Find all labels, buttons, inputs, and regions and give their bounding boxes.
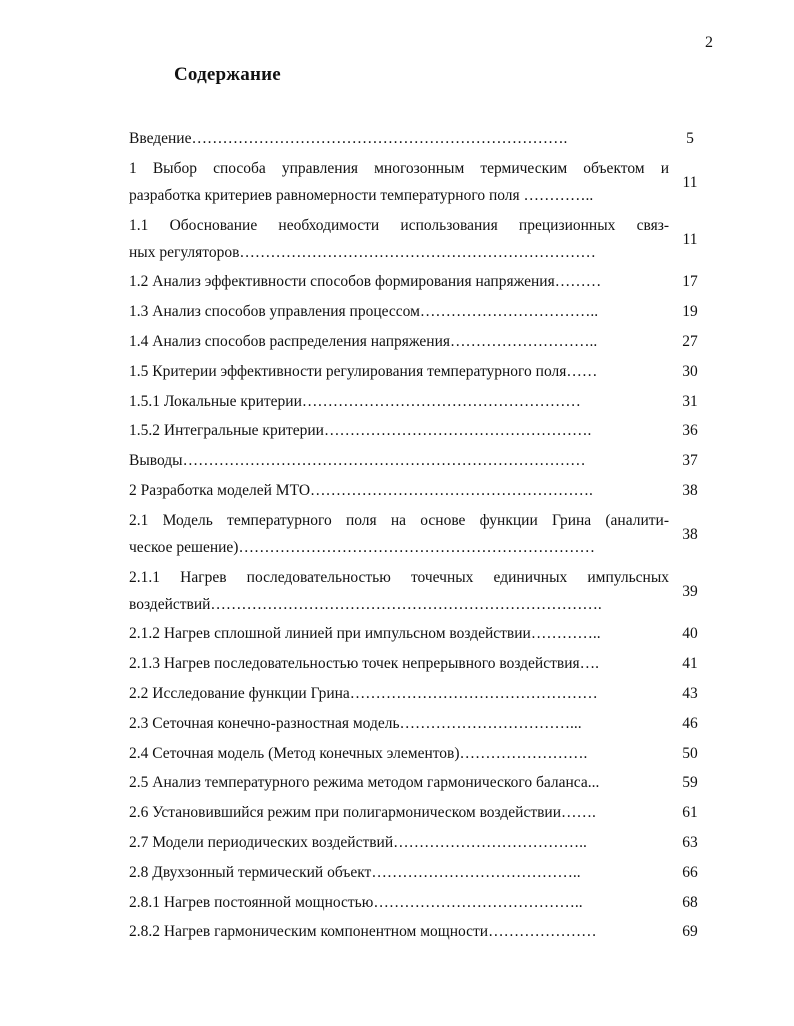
toc-entry-line: 2.8 Двухзонный термический объект………………………………….. — [129, 863, 581, 881]
toc-entry-title — [129, 889, 669, 916]
table-of-contents — [129, 125, 710, 948]
toc-entry — [129, 388, 710, 415]
toc-entry — [129, 564, 710, 618]
toc-entry-title — [129, 680, 669, 707]
toc-entry-title — [129, 710, 669, 737]
toc-entry-page: 11 — [682, 230, 698, 248]
toc-entry — [129, 799, 710, 826]
toc-entry-page: 39 — [682, 582, 698, 600]
toc-entry-title — [129, 358, 669, 385]
toc-entry-page: 27 — [682, 332, 698, 350]
toc-entry — [129, 680, 710, 707]
toc-entry-page: 59 — [682, 774, 698, 792]
toc-entry-page: 38 — [682, 481, 698, 499]
toc-entry-title — [129, 650, 669, 677]
toc-entry-title — [129, 859, 669, 886]
toc-entry-line: разработка критериев равномерности температурного поля ………….. — [129, 186, 594, 204]
toc-entry-title — [129, 268, 669, 295]
toc-entry-page: 43 — [682, 684, 698, 702]
toc-entry — [129, 477, 710, 504]
toc-entry-line: 2.5 Анализ температурного режима методом гармонического баланса... — [129, 774, 600, 792]
toc-entry-title — [129, 918, 669, 945]
toc-entry — [129, 710, 710, 737]
toc-entry-title — [129, 829, 669, 856]
toc-entry-title — [129, 298, 669, 325]
toc-entry-line: 2.1.3 Нагрев последовательностью точек непрерывного воздействия…. — [129, 655, 600, 673]
toc-entry — [129, 212, 710, 266]
toc-entry-page: 66 — [682, 863, 698, 881]
toc-entry-page: 61 — [682, 804, 698, 822]
toc-entry-line: 2.8.1 Нагрев постоянной мощностью………………………………….. — [129, 893, 583, 911]
toc-entry-page: 50 — [682, 744, 698, 762]
toc-entry-page: 11 — [682, 173, 698, 191]
toc-entry-line: 1.3 Анализ способов управления процессом…………………………….. — [129, 303, 599, 321]
toc-entry-page: 69 — [682, 923, 698, 941]
page-number: 2 — [705, 34, 713, 51]
toc-entry-line: 1.1 Обоснование необходимости использования прецизионных связ- — [129, 216, 669, 234]
toc-entry-page: 68 — [682, 893, 698, 911]
toc-entry-title — [129, 155, 669, 209]
toc-entry — [129, 507, 710, 561]
toc-entry-line: 2.6 Установившийся режим при полигармоническом воздействии……. — [129, 804, 596, 822]
toc-entry-line: 2.1.1 Нагрев последовательностью точечных единичных импульсных — [129, 568, 669, 586]
toc-entry-page: 19 — [682, 303, 698, 321]
toc-entry-title — [129, 507, 669, 561]
toc-entry-title — [129, 769, 669, 796]
toc-entry — [129, 918, 710, 945]
toc-entry-page: 40 — [682, 625, 698, 643]
toc-entry-page: 38 — [682, 525, 698, 543]
toc-entry-line: Выводы…………………………………………………………………… — [129, 452, 586, 470]
toc-entry-line: 2.7 Модели периодических воздействий……………………………….. — [129, 833, 587, 851]
toc-entry-title — [129, 212, 669, 266]
toc-entry-title — [129, 447, 669, 474]
toc-entry — [129, 268, 710, 295]
toc-entry — [129, 358, 710, 385]
toc-entry-line: 2.3 Сеточная конечно-разностная модель……………………………... — [129, 714, 582, 732]
toc-entry — [129, 889, 710, 916]
toc-entry-page: 36 — [682, 422, 698, 440]
toc-entry — [129, 328, 710, 355]
toc-entry-page: 37 — [682, 452, 698, 470]
toc-entry-line: 1.2 Анализ эффективности способов формирования напряжения……… — [129, 273, 602, 291]
toc-entry-title — [129, 564, 669, 618]
toc-entry-line: 2 Разработка моделей МТО………………………………………………. — [129, 481, 593, 499]
toc-entry-line: 2.1 Модель температурного поля на основе функции Грина (аналити- — [129, 511, 669, 529]
toc-entry-page: 63 — [682, 833, 698, 851]
toc-entry-line: 2.4 Сеточная модель (Метод конечных элементов)……………………. — [129, 744, 588, 762]
toc-entry-page: 5 — [686, 130, 694, 147]
toc-entry-title — [129, 740, 669, 767]
toc-entry-title — [129, 125, 669, 152]
toc-entry-title — [129, 620, 669, 647]
toc-entry — [129, 447, 710, 474]
toc-entry-line: 1.5.1 Локальные критерии……………………………………………… — [129, 392, 581, 410]
toc-entry — [129, 740, 710, 767]
toc-entry-page: 46 — [682, 714, 698, 732]
toc-entry — [129, 417, 710, 444]
toc-entry-line: 1.5.2 Интегральные критерии……………………………………………. — [129, 422, 592, 440]
toc-entry — [129, 859, 710, 886]
toc-entry-title — [129, 477, 669, 504]
toc-entry-line: 1.4 Анализ способов распределения напряжения……………………….. — [129, 332, 598, 350]
toc-entry-line: ных регуляторов…………………………………………………………… — [129, 243, 596, 261]
toc-entry-page: 30 — [682, 362, 698, 380]
toc-entry-line: Введение………………………………………………………………. — [129, 130, 568, 147]
toc-entry-page: 31 — [682, 392, 698, 410]
toc-entry — [129, 650, 710, 677]
toc-entry-title — [129, 388, 669, 415]
toc-entry-line: 2.2 Исследование функции Грина………………………………………… — [129, 684, 598, 702]
toc-entry — [129, 155, 710, 209]
toc-entry — [129, 829, 710, 856]
toc-entry-page: 41 — [682, 655, 698, 673]
page-title: Содержание — [174, 64, 281, 85]
toc-entry-line: 1 Выбор способа управления многозонным термическим объектом и — [129, 159, 669, 177]
toc-entry-page: 17 — [682, 273, 698, 291]
toc-entry-line: 2.8.2 Нагрев гармоническим компонентном мощности………………… — [129, 923, 597, 941]
toc-entry-line: ческое решение)…………………………………………………………… — [129, 538, 595, 556]
toc-entry — [129, 620, 710, 647]
toc-entry-title — [129, 328, 669, 355]
toc-entry — [129, 769, 710, 796]
toc-entry-line: 2.1.2 Нагрев сплошной линией при импульсном воздействии………….. — [129, 625, 601, 643]
toc-entry — [129, 298, 710, 325]
toc-entry-line: воздействий…………………………………………………………………. — [129, 595, 602, 613]
toc-entry-title — [129, 417, 669, 444]
toc-entry-line: 1.5 Критерии эффективности регулирования температурного поля…… — [129, 362, 598, 380]
toc-entry-title — [129, 799, 669, 826]
toc-entry — [129, 125, 710, 152]
